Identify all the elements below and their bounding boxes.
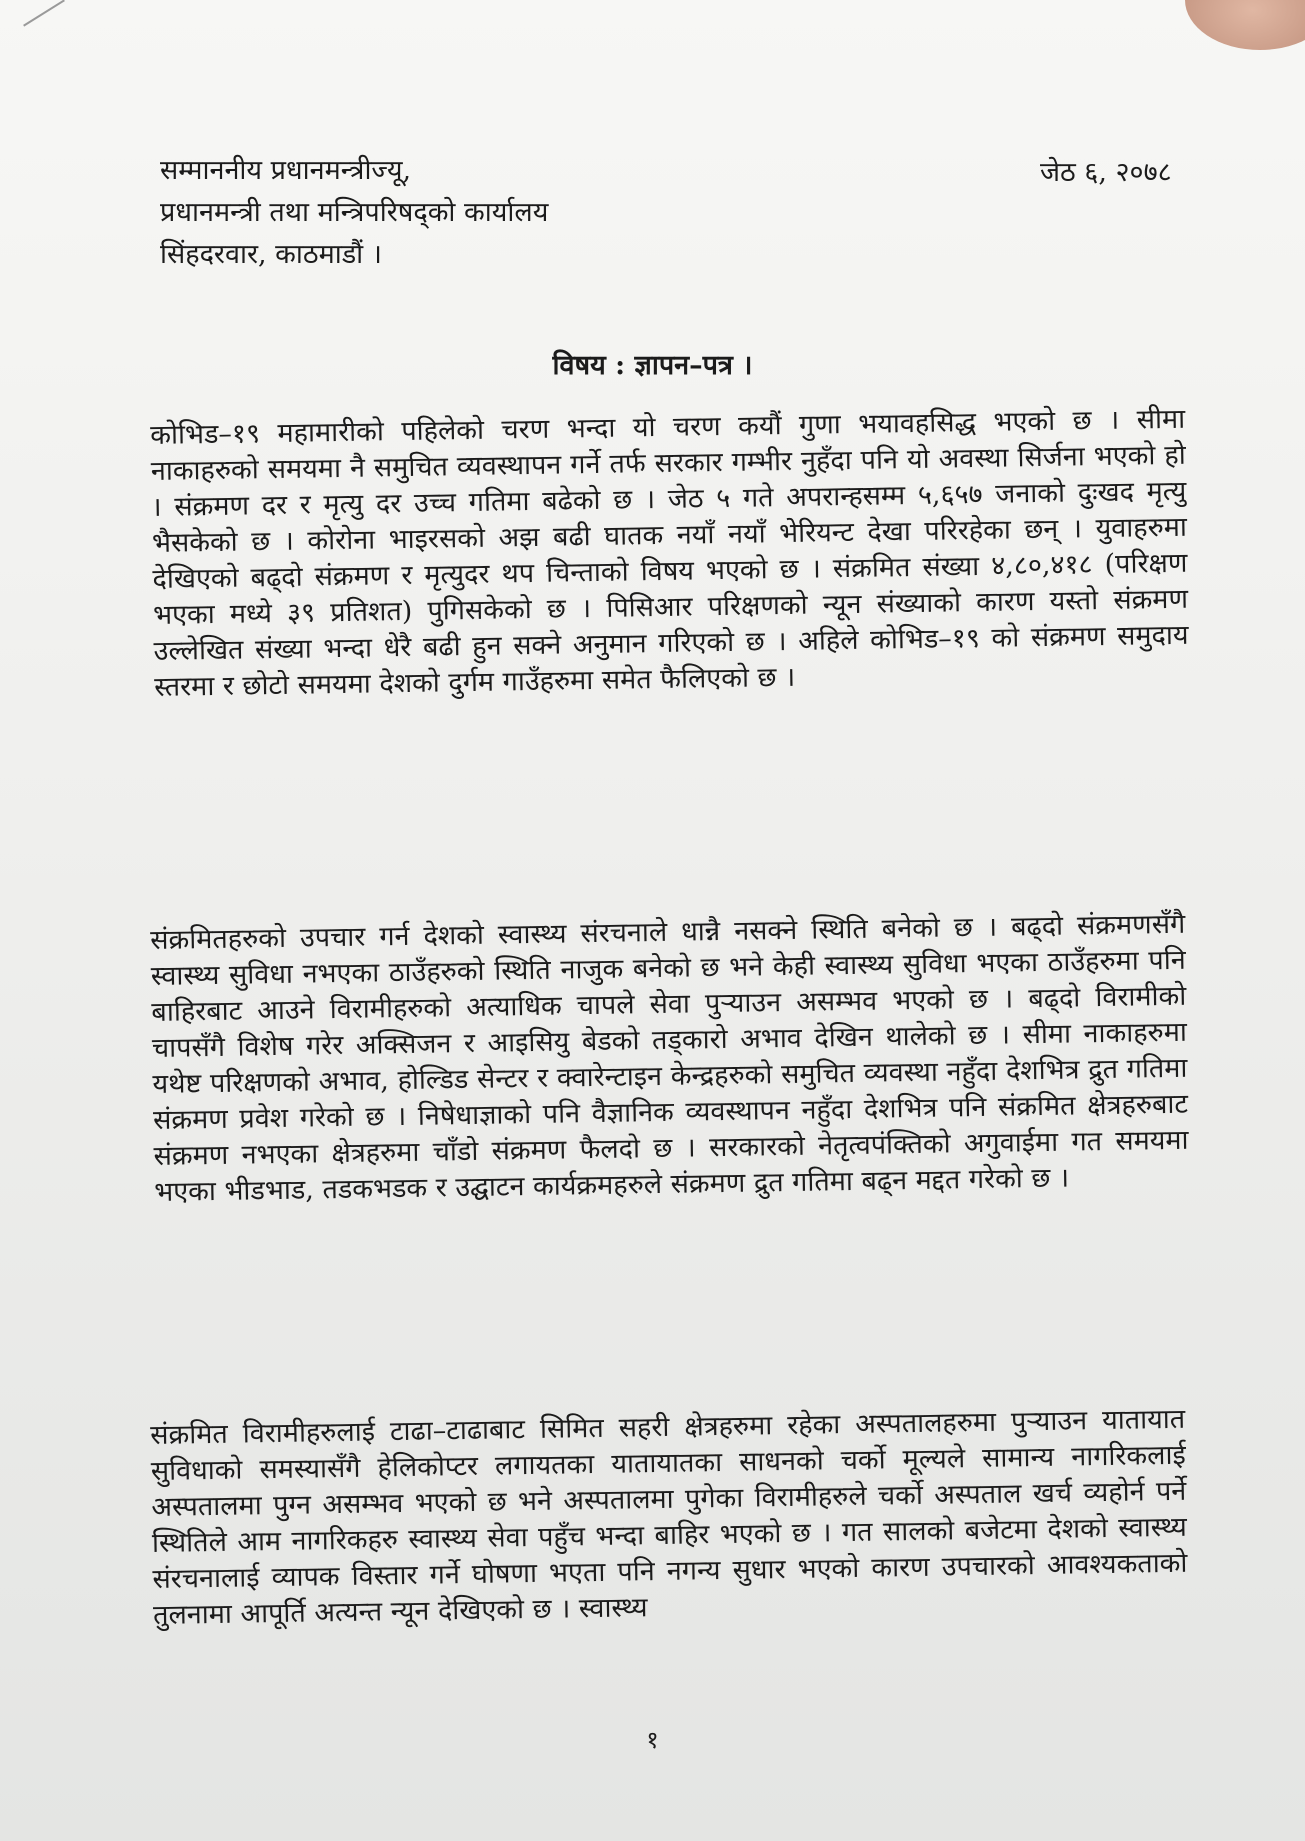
page-number: १ xyxy=(646,1726,659,1754)
finger-photo-edge xyxy=(1185,0,1305,50)
letter-date: जेठ ६, २०७८ xyxy=(1040,157,1172,188)
paragraph-1: कोभिड–१९ महामारीको पहिलेको चरण भन्दा यो चरण कयौं गुणा भयावहसिद्ध भएको छ । सीमा नाकाहरुको समयमा नै समुचित व्यवस्थापन गर्ने तर्फ सरकार गम्भीर नुहँदा पनि यो अवस्था सिर्जना भएको हो । संक्रमण दर र मृत्यु दर उच्च गतिमा बढेको छ । जेठ ५ गते अपरान्हसम्म ५,६५७ जनाको दुःखद मृत्यु भैसकेको छ । कोरोना भाइरसको अझ बढी घातक नयाँ नयाँ भेरियन्ट देखा परिरहेका छन् । युवाहरुमा देखिएको बढ्दो संक्रमण र मृत्युदर थप चिन्ताको विषय भएको छ । संक्रमित संख्या ४,८०,४१८ (परिक्षण भएका मध्ये ३९ प्रतिशत) पुगिसकेको छ । पिसिआर परिक्षणको न्यून संख्याको कारण यस्तो संक्रमण उल्लेखित संख्या भन्दा धेरै बढी हुन सक्ने अनुमान गरिएको छ । अहिले कोभिड–१९ को संक्रमण समुदाय स्तरमा र छोटो समयमा देशको दुर्गम गाउँहरुमा समेत फैलिएको छ । xyxy=(150,403,1189,703)
letter-subject: विषय : ज्ञापन–पत्र । xyxy=(552,350,753,381)
recipient-line-3: सिंहदरवार, काठमाडौं । xyxy=(160,239,382,270)
paragraph-3: संक्रमित विरामीहरुलाई टाढा–टाढाबाट सिमित सहरी क्षेत्रहरुमा रहेका अस्पतालहरुमा पुर्‍याउन यातायात सुविधाको समस्यासँगै हेलिकोप्टर लगायतका यातायातका साधनको चर्को मूल्यले सामान्य नागरिकलाई अस्पतालमा पुग्न असम्भव भएको छ भने अस्पतालमा पुगेका विरामीहरुले चर्को अस्पताल खर्च व्यहोर्न पर्ने स्थितिले आम नागरिकहरु स्वास्थ्य सेवा पहुँच भन्दा बाहिर भएको छ । गत सालको बजेटमा देशको स्वास्थ्य संरचनालाई व्यापक विस्तार गर्ने घोषणा भएता पनि नगन्य सुधार भएको कारण उपचारको आवश्यकताको तुलनामा आपूर्ति अत्यन्त न्यून देखिएको छ । स्वास्थ्य xyxy=(150,1403,1188,1631)
recipient-line-2: प्रधानमन्त्री तथा मन्त्रिपरिषद्को कार्यालय xyxy=(160,197,549,228)
recipient-line-1: सम्माननीय प्रधानमन्त्रीज्यू, xyxy=(160,155,412,186)
paragraph-2: संक्रमितहरुको उपचार गर्न देशको स्वास्थ्य संरचनाले धान्नै नसक्ने स्थिति बनेको छ । बढ्दो संक्रमणसँगै स्वास्थ्य सुविधा नभएका ठाउँहरुको स्थिति नाजुक बनेको छ भने केही स्वास्थ्य सुविधा भएका ठाउँहरुमा पनि बाहिरबाट आउने विरामीहरुको अत्याधिक चापले सेवा पुर्‍याउन असम्भव भएको छ । बढ्दो विरामीको चापसँगै विशेष गरेर अक्सिजन र आइसियु बेडको तड्कारो अभाव देखिन थालेको छ । सीमा नाकाहरुमा यथेष्ट परिक्षणको अभाव, होल्डिड सेन्टर र क्वारेन्टाइन केन्द्रहरुको समुचित व्यवस्था नहुँदा देशभित्र द्रुत गतिमा संक्रमण प्रवेश गरेको छ । निषेधाज्ञाको पनि वैज्ञानिक व्यवस्थापन नहुँदा देशभित्र पनि संक्रमित क्षेत्रहरुबाट संक्रमण नभएका क्षेत्रहरुमा चाँडो संक्रमण फैलदो छ । सरकारको नेतृत्वपंक्तिको अगुवाईमा गत समयमा भएका भीडभाड, तडकभडक र उद्घाटन कार्यक्रमहरुले संक्रमण द्रुत गतिमा बढ्न मद्दत गरेको छ । xyxy=(150,908,1189,1208)
recipient-address xyxy=(160,150,780,276)
page-corner-mark xyxy=(23,0,65,27)
